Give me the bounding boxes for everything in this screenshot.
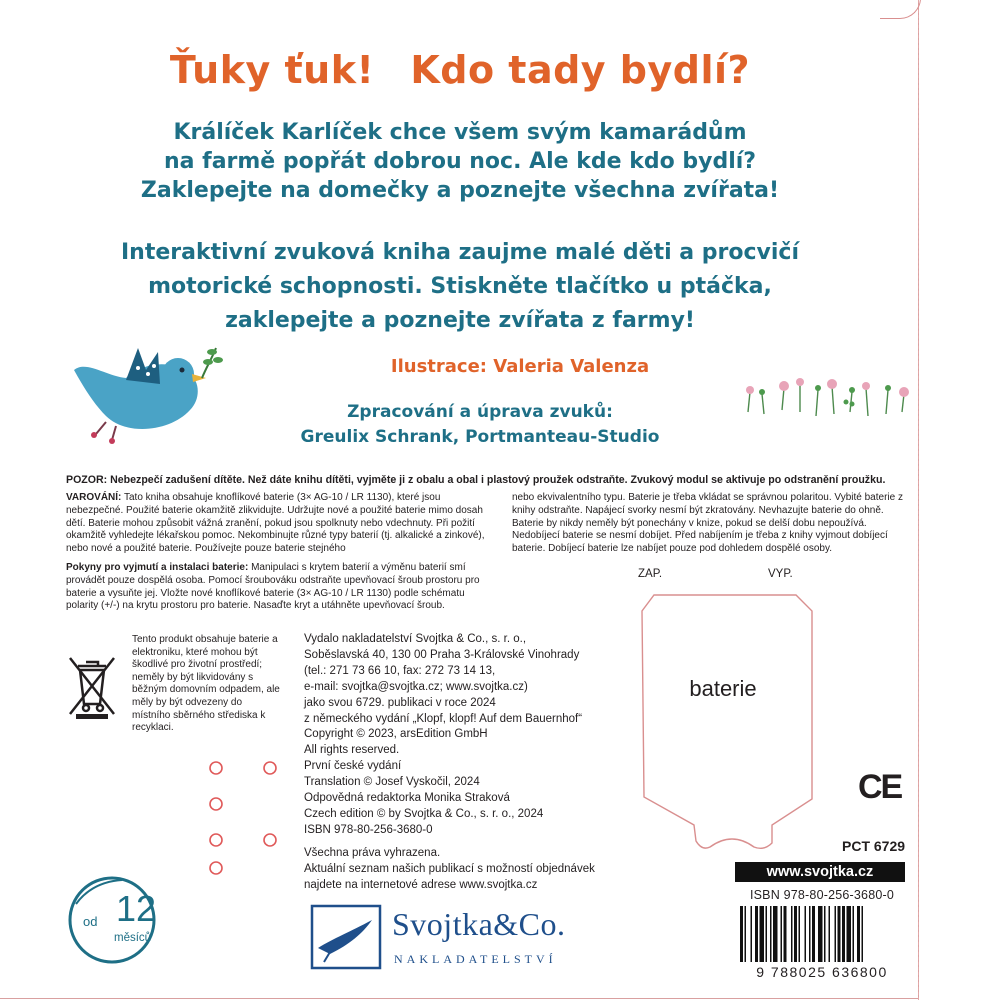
imprint-line: Czech edition © by Svojtka & Co., s. r. o., 2024 xyxy=(304,807,544,820)
bird-illustration xyxy=(66,340,236,450)
description-paragraph xyxy=(60,236,860,338)
battery-instructions xyxy=(66,562,486,613)
imprint-line: (tel.: 271 73 66 10, fax: 272 73 14 13, xyxy=(304,664,496,677)
spine-fold-line xyxy=(918,0,919,1000)
barcode-bar xyxy=(740,906,743,962)
intro-line: Králíček Karlíček chce všem svým kamarádům xyxy=(173,120,747,145)
barcode-bar xyxy=(829,906,831,962)
imprint-line: jako svou 6729. publikaci v roce 2024 xyxy=(304,696,496,709)
warning-label: VAROVÁNÍ: xyxy=(66,492,122,503)
weee-bin-icon xyxy=(64,648,120,720)
isbn-label: ISBN 978-80-256-3680-0 xyxy=(749,888,895,902)
switch-on-label: ZAP. xyxy=(638,568,663,580)
instructions-text: Manipulaci s krytem baterií a výměnu baterií smí provádět pouze dospělá osoba. Pomocí šroubováku odstraňte upevňovací šroub prostoru pro baterie a vysuňte jej. Vložte nové knoflíkové baterie (3× AG-10 / LR 1130) podle schématu polarity (+/-) na krytu prostoru pro baterie. Nasaďte kryt a utáhněte upevňovací šroub. xyxy=(66,562,480,612)
publisher-name: Svojtka&Co. xyxy=(392,906,566,942)
barcode-bar xyxy=(812,906,815,962)
isbn-barcode xyxy=(736,906,908,966)
age-badge-from: od xyxy=(83,914,98,929)
intro-line: na farmě popřát dobrou noc. Ale kde kdo bydlí? xyxy=(163,149,757,174)
barcode-bar xyxy=(791,906,793,962)
book-title xyxy=(0,48,920,92)
barcode-bar xyxy=(784,906,787,962)
title-part-1: Ťuky ťuk! xyxy=(169,48,375,92)
flowers-illustration xyxy=(742,372,922,422)
barcode-bar xyxy=(781,906,783,962)
barcode-bar xyxy=(809,906,811,962)
description-line: motorické schopnosti. Stiskněte tlačítko u ptáčka, xyxy=(148,274,772,299)
intro-paragraph xyxy=(60,118,860,205)
sound-credit xyxy=(270,400,690,450)
barcode-bar xyxy=(835,906,837,962)
barcode-bar xyxy=(818,906,823,962)
imprint-line: První české vydání xyxy=(304,760,402,773)
barcode-bar xyxy=(773,906,778,962)
barcode-bar xyxy=(862,906,864,962)
sound-credit-names: Greulix Schrank, Portmanteau-Studio xyxy=(300,427,660,447)
warning-text: Tato kniha obsahuje knoflíkové baterie (3× AG-10 / LR 1130), které jsou nebezpečné. Použité baterie okamžitě zlikvidujte. Udržujte nové a použité baterie mimo dosah dětí. Baterie mohou způsobit vážná zranění, pokud jsou spolknuty nebo vdechnuty. Při požití okamžitě vyhledejte lékařskou pomoc. Nekombinujte různé typy baterií (tj. alkalické a zinkové), nebo nové a použité baterie. Používejte pouze baterie stejného xyxy=(66,492,485,555)
barcode-bar xyxy=(842,906,845,962)
weee-notice: Tento produkt obsahuje baterie a elektroniku, které mohou být škodlivé pro životní prostředí; neměly by být likvidovány s běžným domovním odpadem, ale měly by být odvezeny do místního sběrného střediska k recyklaci. xyxy=(132,634,280,734)
barcode-bar xyxy=(799,906,801,962)
imprint-line: Odpovědná redaktorka Monika Straková xyxy=(304,792,510,805)
imprint-line: Copyright © 2023, arsEdition GmbH xyxy=(304,728,488,741)
barcode-bar xyxy=(766,906,768,962)
battery-warning-col1 xyxy=(66,492,486,556)
barcode-bar xyxy=(794,906,797,962)
barcode-digits: 9 788025 636800 xyxy=(756,964,888,980)
imprint xyxy=(304,632,644,894)
barcode-bar xyxy=(755,906,758,962)
switch-off-label: VYP. xyxy=(768,568,793,580)
product-code: PCT 6729 xyxy=(842,838,906,854)
barcode-bar xyxy=(853,906,855,962)
description-line: Interaktivní zvuková kniha zaujme malé děti a procvičí xyxy=(120,240,800,265)
barcode-bar xyxy=(751,906,753,962)
imprint-line: najdete na internetové adrese www.svojtka.cz xyxy=(304,878,538,891)
battery-label: baterie xyxy=(689,676,757,701)
sound-credit-label: Zpracování a úprava zvuků: xyxy=(347,402,613,422)
punch-dots xyxy=(200,760,290,880)
barcode-bar xyxy=(770,906,772,962)
instructions-label: Pokyny pro vyjmutí a instalaci baterie: xyxy=(66,562,249,573)
publisher-subtitle: NAKLADATELSTVÍ xyxy=(394,952,557,966)
illustrator-credit: Ilustrace: Valeria Valenza xyxy=(390,356,650,377)
imprint-line: Vydalo nakladatelství Svojtka & Co., s. r. o., xyxy=(304,633,527,645)
website-badge: www.svojtka.cz xyxy=(735,862,905,882)
barcode-bar xyxy=(847,906,852,962)
imprint-line: Translation © Josef Vyskočil, 2024 xyxy=(304,776,480,789)
imprint-spacer xyxy=(304,839,644,846)
barcode-bar xyxy=(760,906,765,962)
imprint-line: z německého vydání „Klopf, klopf! Auf dem Bauernhof“ xyxy=(304,712,583,725)
publisher-logo-icon xyxy=(310,902,384,972)
choking-warning: POZOR: Nebezpečí zadušení dítěte. Než dáte knihu dítěti, vyjměte ji z obalu a obal i plastový proužek odstraňte. Zvukový modul se aktivuje po odstranění proužku. xyxy=(66,474,886,486)
imprint-line: e-mail: svojtka@svojtka.cz; www.svojtka.cz) xyxy=(304,680,528,693)
imprint-line: Soběslavská 40, 130 00 Praha 3-Královské Vinohrady xyxy=(304,648,580,661)
age-badge-number: 12 xyxy=(116,888,157,929)
imprint-line: Aktuální seznam našich publikací s možností objednávek xyxy=(304,862,595,875)
barcode-bar xyxy=(838,906,841,962)
battery-warning-col2: nebo ekvivalentního typu. Baterie je třeba vkládat se správnou polaritou. Vybité baterie z knihy odstraňte. Napájecí svorky nesmí být zkratovány. Nevhazujte baterie do ohně. Baterie by nikdy neměly být ponechány v knize, pokud se delší dobu nepoužívá. Nedobíjecí baterie se nesmí dobíjet. Před nabíjením je třeba z knihy vyjmout dobíjecí baterie. Dobíjecí baterie lze nabíjet pouze pod dohledem dospělé osoby. xyxy=(512,492,903,555)
barcode-bar xyxy=(745,906,747,962)
description-line: zaklepejte a poznejte zvířata z farmy! xyxy=(225,308,695,333)
barcode-bar xyxy=(805,906,807,962)
imprint-line: ISBN 978-80-256-3680-0 xyxy=(304,823,433,836)
barcode-bar xyxy=(824,906,826,962)
intro-line: Zaklepejte na domečky a poznejte všechna zvířata! xyxy=(140,178,780,203)
barcode-bar xyxy=(857,906,860,962)
imprint-line: All rights reserved. xyxy=(304,744,400,757)
ce-mark: CE xyxy=(858,768,902,806)
imprint-line: Všechna práva vyhrazena. xyxy=(304,846,441,859)
battery-compartment-outline[interactable] xyxy=(636,585,816,855)
title-part-2: Kdo tady bydlí? xyxy=(410,48,751,92)
age-badge-unit: měsíců xyxy=(114,932,152,944)
